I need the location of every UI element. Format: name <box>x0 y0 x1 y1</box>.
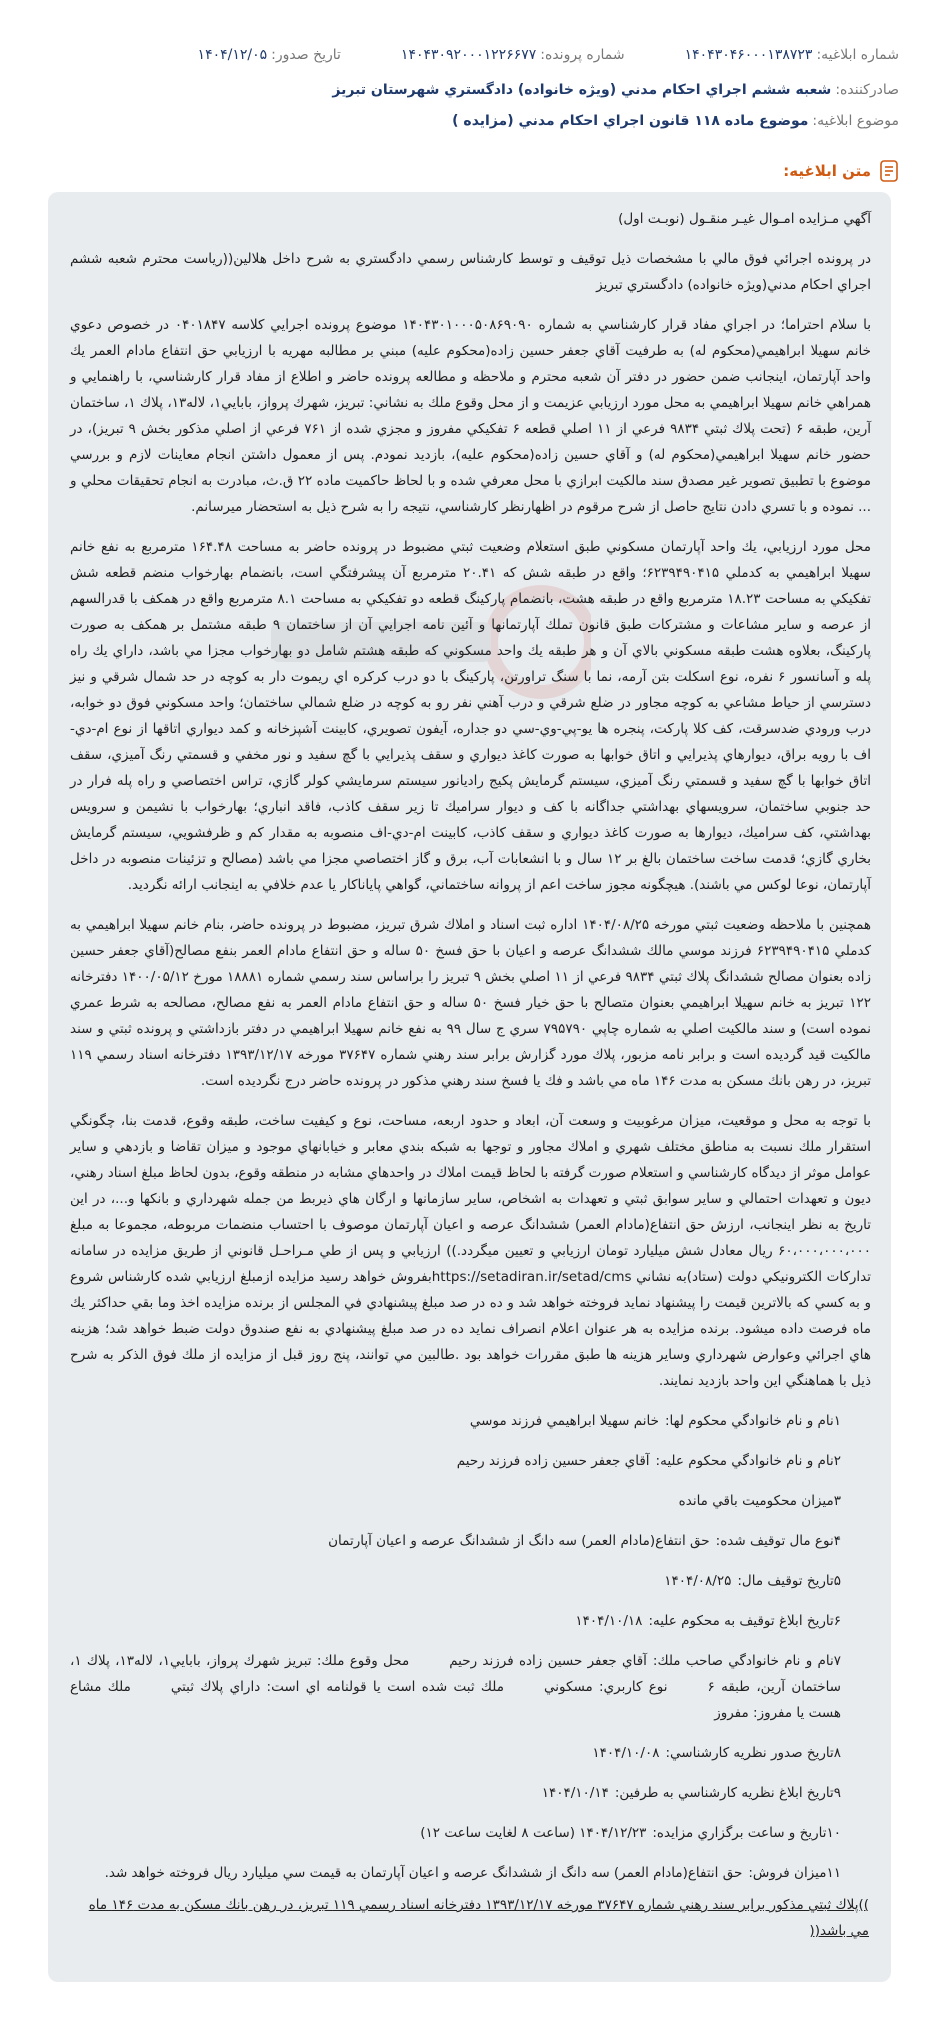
subject-row <box>40 113 899 129</box>
list-item: ۶تاريخ ابلاغ توقيف به محكوم عليه:۱۴۰۴/۱۰/۱۸ <box>575 1613 841 1629</box>
list-item: ۳ميزان محكوميت باقي مانده <box>678 1493 841 1509</box>
list-item: ۸تاريخ صدور نظريه كارشناسي:۱۴۰۴/۱۰/۰۸ <box>592 1745 841 1761</box>
issuer-row <box>40 82 899 98</box>
body-paragraph: با توجه به محل و موقعيت، ميزان مرغوبيت و وسعت آن، ابعاد و حدود اربعه، مساحت، نوع و كيفيت ساخت، طبقه وقوع، قدمت بنا، چگونگي استقرار ملك نسبت به مناطق مختلف شهري و املاك مجاور و توجها به شبكه بندي معابر و خيابانهاي موجود و ميزان تقاضا و بازدهي و ساير عوامل موثر از ديدگاه كارشناسي و استعلام صورت گرفته با لحاظ قيمت املاك در واحدهاي مشابه در منطقه وقوع، بدون لحاظ مبلغ اسناد رهني، ديون و تعهدات احتمالي و ساير سوابق ثبتي و تعهدات به اشخاص، ساير سازمانها و ارگان هاي ذيربط من جمله شهرداري و بانكها و...، در اين تاريخ به نظر اينجانب، ارزش حق انتفاع(مادام العمر) ششدانگ عرصه و اعيان آپارتمان موصوف با احتساب منضمات مربوطه، مجموعا به مبلغ ۶۰،۰۰۰،۰۰۰،۰۰۰ ريال معادل شش ميليارد تومان ارزيابي و تعيين ميگردد.)) ارزيابي و پس از طي مـراحـل قانوني از طريق مزايده در سامانه تداركات الكترونيكي دولت (ستاد)به نشاني https://setadiran.ir/setad/cmsبفروش خواهد رسيد مزايده ازمبلغ ارزيابي شده كارشناس شروع و به كسي كه بالاترين قيمت را پيشنهاد نمايد فروخته خواهد شد و ده در صد مبلغ پيشنهادي في المجلس از برنده مزايده اخذ وما بقي حداكثر يك ماه فرصت داده ميشود. برنده مزايده به هر عنوان اعلام انصراف نمايد ده در صد مبلغ پيشنهادي به نفع صندوق دولت ضبط خواهد شد؛ هزينه هاي اجرائي وعوارض شهرداري وساير هزينه ها طبق مقررات خواهد بود .طالبين مي توانند، پنج روز قبل از مزايده از ملك فوق الذكر به شرح ذيل با هماهنگي اين واحد بازديد نمايند. <box>70 1113 871 1389</box>
list-item: ۲نام و نام خانوادگي محكوم عليه:آقاي جعفر حسين زاده فرزند رحيم <box>456 1453 841 1469</box>
subject-value: موضوع ماده ۱۱۸ قانون اجراي احكام مدني (مزايده ) <box>452 113 809 129</box>
footer-note: ))پلاك ثبتي مذكور برابر سند رهني شماره ۳۷۶۴۷ مورخه ۱۳۹۳/۱۲/۱۷ دفترخانه اسناد رسمي ۱۱۹ تبريز، در رهن بانك مسكن به مدت ۱۴۶ ماه مي باشد(( <box>88 1897 869 1939</box>
list-item: ۵تاريخ توقيف مال:۱۴۰۴/۰۸/۲۵ <box>664 1573 841 1589</box>
subject-label: موضوع ابلاغيه: <box>812 113 899 129</box>
list-item: ۱نام و نام خانوادگي محكوم لها:خانم سهيلا ابراهيمي فرزند موسي <box>469 1413 841 1429</box>
body-paragraph: همچنين با ملاحظه وضعيت ثبتي مورخه ۱۴۰۴/۰۸/۲۵ اداره ثبت اسناد و املاك شرق تبريز، مضبوط در پرونده حاضر، بنام خانم سهيلا ابراهيمي به كدملي ۶۲۳۹۴۹۰۴۱۵ فرزند موسي مالك ششدانگ عرصه و اعيان با حق فسخ ۵۰ ساله و حق انتفاع مادام العمر بنفع مصالح(آقاي جعفر حسين زاده بعنوان مصالح ششدانگ پلاك ثبتي ۹۸۳۴ فرعي از ۱۱ اصلي بخش ۹ تبريز را براساس سند رسمي شماره ۱۸۸۸۱ مورخ ۱۴۰۰/۰۵/۱۲ دفترخانه ۱۲۲ تبريز به خانم سهيلا ابراهيمي بعنوان متصالح با حق خيار فسخ ۵۰ ساله و حق انتفاع مادام العمر به نفع مصالح، مصالحه به شرط عمري نموده است) و سند مالكيت اصلي به شماره چاپي ۷۹۵۷۹۰ سري ج سال ۹۹ به نفع خانم سهيلا ابراهيمي در دفتر بازداشتي و پرونده ثبتي و سند مالكيت قيد گرديده است و برابر نامه مزبور، پلاك مورد گزارش برابر سند رهني شماره ۳۷۶۴۷ مورخه ۱۳۹۳/۱۲/۱۷ دفترخانه اسناد رسمي ۱۱۹ تبريز، در رهن بانك مسكن به مدت ۱۴۶ ماه مي باشد و فك يا فسخ سند رهني مذكور در پرونده حاضر درج نگرديده است. <box>70 917 872 1089</box>
header-numbers <box>40 47 899 63</box>
body-paragraph: در پرونده اجرائي فوق مالي با مشخصات ذيل توقيف و توسط كارشناس رسمي دادگستري به شرح داخل هلالين((رياست محترم شعبه ششم اجراي احكام مدني(ويژه خانواده) دادگستري تبريز <box>70 251 871 293</box>
notice-body <box>48 192 891 1900</box>
list-item: ۱۱ميزان فروش:حق انتفاع(مادام العمر) سه دانگ از ششدانگ عرصه و اعيان آپارتمان به قيمت سي ميليارد ريال فروخته خواهد شد. <box>104 1865 841 1881</box>
body-paragraph: محل مورد ارزيابي، يك واحد آپارتمان مسكوني طبق استعلام وضعيت ثبتي مضبوط در پرونده حاضر به مساحت ۱۶۴.۴۸ مترمربع به نفع خانم سهيلا ابراهيمي به كدملي ۶۲۳۹۴۹۰۴۱۵؛ واقع در طبقه شش كه ۲۰.۴۱ مترمربع آن پيشرفتگي است، بانضمام بهارخواب منضم قطعه شش تفكيكي به مساحت ۱۸.۲۳ مترمربع واقع در طبقه هشت، بانضمام پاركينگ قطعه دو تفكيكي به مساحت ۸.۱ مترمربع واقع در همكف با قدرالسهم از عرصه و ساير مشاعات و مشتركات طبق قانون تملك آپارتمانها و آئين نامه اجرايي آن از ساختمان ۹ طبقه مشتمل بر همكف به صورت پاركينگ، بعلاوه هشت طبقه مسكوني بالاي آن و هر طبقه يك واحد مسكوني كه طبقه هشتم شامل دو بهارخواب مجزا مي باشد، داراي يك راه پله و آسانسور ۶ نفره، نوع اسكلت بتن آرمه، نما با سنگ تراورتن، پاركينگ با دو درب كركره اي ريموت دار به كوچه در حد شمال شرقي و نيز دسترسي از حياط مشاعي به كوچه مجاور در ضلع شرقي و درب آهني نفر رو به كوچه در ضلع شمالي ساختمان؛ واحد مسكوني فوق دو خوابه، درب ورودي ضدسرقت، كف كلا پاركت، پنجره ها يو-پي-وي-سي دو جداره، آيفون تصويري، كابينت آشپزخانه و كمد ديواري اتاقها از نوع ام-دي-اف با رويه براق، ديوارهاي پذيرايي و اتاق خوابها به صورت كاغذ ديواري و سقف پذيرايي با گچ سفيد و نور مخفي و قسمتي رنگ آميزي، سقف اتاق خوابها با گچ سفيد و قسمتي رنگ آميزي، سيستم گرمايش پكيج راديانور سيستم سرمايشي كولر گازي، تراس اختصاصي و راه پله فرار در حد جنوبي ساختمان، سرويسهاي بهداشتي جداگانه با كف و ديوار سراميك تا زير سقف كاذب، فاقد انباري؛ بهارخواب با نشيمن و سرويس بهداشتي، كف سراميك، ديوارها به صورت كاغذ ديواري و سقف كاذب، كابينت ام-دي-اف منصوبه به مقدار كم و ظرفشويي، سيستم گرمايش بخاري گازي؛ قدمت ساخت ساختمان بالغ بر ۱۲ سال و با انشعابات آب، برق و گاز اختصاصي مجزا مي باشد (مصالح و تزئينات منصوبه در داخل آپارتمان، نوعا لوكس مي باشند). هيچگونه مجوز ساخت اعم از پروانه ساختماني، گواهي پاياناكار يا عدم خلافي به اينجانب ارائه نگرديد. <box>70 539 872 893</box>
list-item: ۹تاريخ ابلاغ نظريه كارشناسي به طرفين:۱۴۰۴/۱۰/۱۴ <box>541 1785 841 1801</box>
notice-number: شماره ابلاغيه:۱۴۰۴۳۰۴۶۰۰۰۱۳۸۷۲۳ <box>684 47 899 63</box>
body-paragraph: با سلام احتراما؛ در اجراي مفاد قرار كارشناسي به شماره ۱۴۰۴۳۰۱۰۰۰۵۰۸۶۹۰۹۰ موضوع پرونده اجرايي كلاسه ۰۴۰۱۸۴۷ در خصوص دعوي خانم سهيلا ابراهيمي(محكوم له) به طرفيت آقاي جعفر حسين زاده(محكوم عليه) مبني بر مطالبه مهريه با ارزيابي حق انتفاع مادام العمر يك واحد آپارتمان، اينجانب ضمن حضور در دفتر آن شعبه محترم و ملاحظه و مطالعه پرونده حاضر و اطلاع از مفاد قرار كارشناسي، با راهنمايي و همراهي خانم سهيلا ابراهيمي به محل مورد ارزيابي عزيمت و از محل وقوع ملك به نشاني: تبريز، شهرك پرواز، بابايي۱، لاله۱۳، پلاك ۱، ساختمان آرين، طبقه ۶ (تحت پلاك ثبتي ۹۸۳۴ فرعي از ۱۱ اصلي قطعه ۶ تفكيكي مفروز و مجزي شده از ۷۶۱ فرعي از اصلي مذكور بخش ۹ تبريز)، در حضور خانم سهيلا ابراهيمي(محكوم له) و آقاي حسين زاده(محكوم عليه)، بازديد نمودم. پس از معمول داشتن انجام معاينات لازم و بررسي موضوع با تطبيق تصوير غير مصدق سند مالكيت ابرازي با محل معرفي شده و با لحاظ حاكميت ماده ۲۲ ق.ث، مبادرت به انجام تحقيقات محلي و ... نموده و با تسري دادن نتايج حاصل از شرح مرقوم در اظهارنظر كارشناسي، نتيجه را به شرح ذيل به استحضار ميرسانم. <box>70 317 871 515</box>
case-number: شماره پرونده:۱۴۰۴۳۰۹۲۰۰۰۱۲۲۶۶۷۷ <box>400 47 625 63</box>
auction-heading: آگهي مـزايده امـوال غيـر منقـول (نوبـت اول) <box>618 211 871 227</box>
list-item: ۴نوع مال توقيف شده:حق انتفاع(مادام العمر) سه دانگ از ششدانگ عرصه و اعيان آپارتمان <box>328 1533 841 1549</box>
list-item: ۱۰تاريخ و ساعت برگزاري مزايده:۱۴۰۴/۱۲/۲۳ (ساعت ۸ لغايت ساعت ۱۲) <box>420 1825 841 1841</box>
section-title <box>783 160 899 182</box>
notice-body-card <box>48 192 891 1982</box>
issue-date: تاريخ صدور:۱۴۰۴/۱۲/۰۵ <box>197 47 341 63</box>
details-list <box>70 1408 871 1886</box>
section-title-text: متن ابلاغيه: <box>783 162 871 180</box>
list-item: ۷نام و نام خانوادگي صاحب ملك:آقاي جعفر حسين زاده فرزند رحيممحل وقوع ملك: تبريز شهرك پرواز، بابايي۱، لاله۱۳، پلاك ۱، ساختمان آرين، طبقه ۶نوع كاربري: مسكونيملك ثبت شده است يا قولنامه اي است: داراي پلاك ثبتيملك مشاع هست يا مفروز: مفروز <box>70 1653 841 1721</box>
issuer-value: شعبه ششم اجراي احكام مدني (ويژه خانواده) دادگستري شهرستان تبريز <box>332 82 832 98</box>
document-icon <box>879 160 899 182</box>
issuer-label: صادرکننده: <box>835 82 899 98</box>
